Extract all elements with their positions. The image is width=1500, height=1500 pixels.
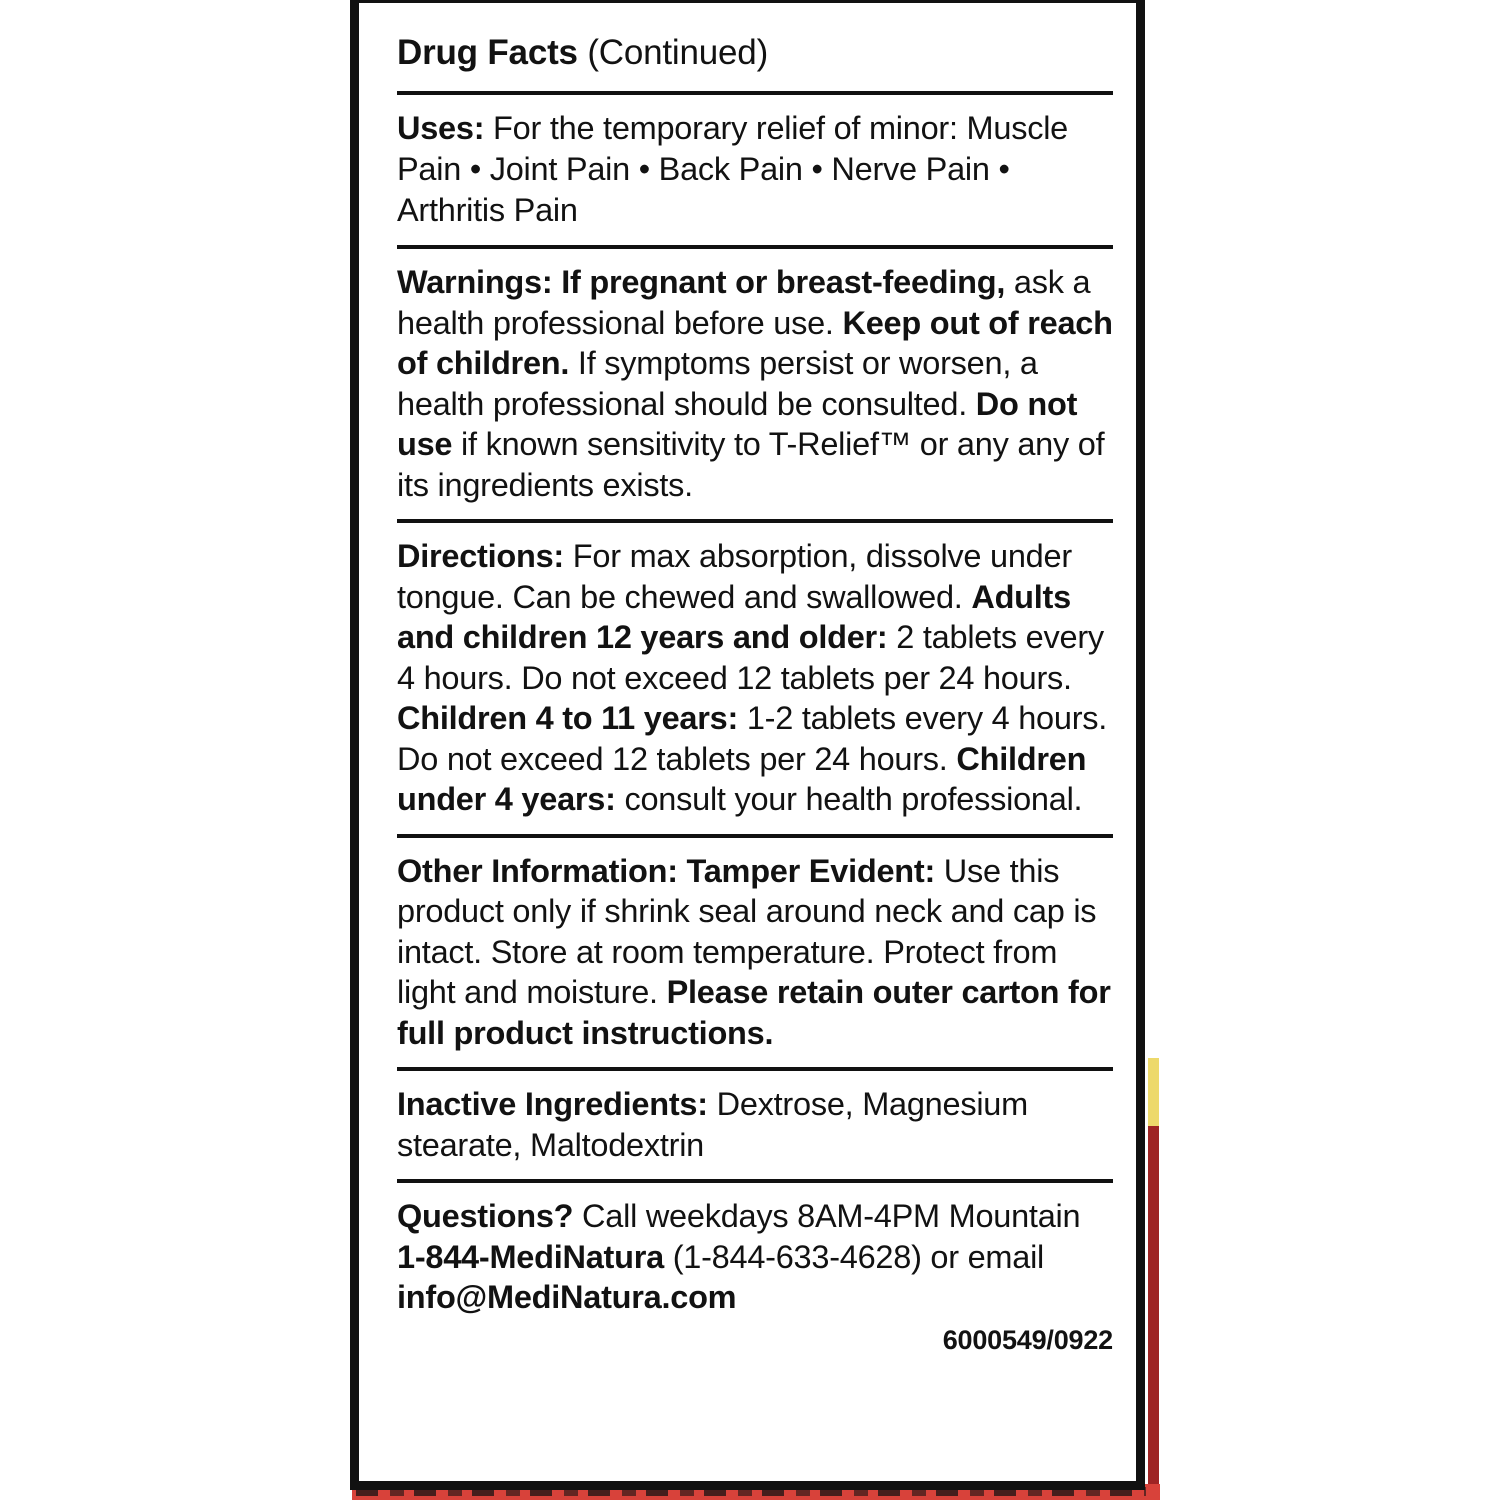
questions-hours: Call weekdays 8AM-4PM Mountain xyxy=(573,1198,1081,1234)
lot-code: 6000549/0922 xyxy=(942,1324,1113,1355)
warnings-heading: Warnings: If pregnant or breast-feeding, xyxy=(397,264,1006,300)
other-information-heading: Other Information: Tamper Evident: xyxy=(397,852,936,889)
warnings-body-1: ask a health professional before use. xyxy=(397,264,1091,341)
uses-body: For the temporary relief of minor: Muscle Pain • Joint Pain • Back Pain • Nerve Pain • Arthritis Pain xyxy=(397,110,1069,228)
other-information-retain-carton: Please retain outer carton for full product instructions. xyxy=(397,974,1111,1051)
panel-content xyxy=(397,31,1113,1370)
directions-children-4-11-heading: Children 4 to 11 years: xyxy=(397,700,739,736)
directions-text xyxy=(397,536,1113,820)
questions-heading: Questions? xyxy=(397,1198,574,1234)
directions-adults-dose: 2 tablets every 4 hours. Do not exceed 12 tablets per 24 hours. xyxy=(397,619,1104,696)
directions-children-4-11-dose: 1-2 tablets every 4 hours. Do not exceed 12 tablets per 24 hours. xyxy=(397,700,1108,777)
section-uses xyxy=(397,95,1113,245)
warnings-text xyxy=(397,262,1113,505)
inactive-ingredients-text xyxy=(397,1084,1113,1165)
questions-phone-numeric: (1-844-633-4628) or email xyxy=(663,1238,1045,1275)
inactive-ingredients-body: Dextrose, Magnesium stearate, Maltodextrin xyxy=(397,1086,1028,1163)
panel-title-main: Drug Facts xyxy=(397,33,578,72)
panel-title-continued: (Continued) xyxy=(587,33,769,72)
section-warnings xyxy=(397,249,1113,519)
carton-edge-red-stripe xyxy=(1148,1126,1159,1498)
directions-heading: Directions: xyxy=(397,538,565,574)
warnings-body-2: If symptoms persist or worsen, a health professional should be consulted. xyxy=(397,345,1038,422)
section-directions xyxy=(397,523,1113,834)
panel-title xyxy=(397,31,1113,75)
questions-email: info@MediNatura.com xyxy=(397,1279,737,1315)
warnings-do-not-use: Do not use xyxy=(397,385,1078,462)
drug-facts-panel xyxy=(350,0,1145,1490)
other-information-body: Use this product only if shrink seal around neck and cap is intact. Store at room temperature. Protect from light and moisture. xyxy=(397,852,1097,1010)
inactive-ingredients-heading: Inactive Ingredients: xyxy=(397,1086,708,1122)
warnings-body-3: if known sensitivity to T-Relief™ or any any of its ingredients exists. xyxy=(397,426,1105,503)
directions-children-under-4-dose: consult your health professional. xyxy=(615,781,1083,817)
uses-text xyxy=(397,108,1113,231)
section-other-information xyxy=(397,838,1113,1068)
directions-adults-heading: Adults and children 12 years and older: xyxy=(397,578,1071,655)
uses-heading: Uses: xyxy=(397,110,485,146)
questions-phone-vanity: 1-844-MediNatura xyxy=(397,1238,664,1275)
directions-body-1: For max absorption, dissolve under tongue. Can be chewed and swallowed. xyxy=(397,538,1072,615)
other-information-text xyxy=(397,851,1113,1054)
questions-text xyxy=(397,1196,1113,1318)
section-questions xyxy=(397,1183,1113,1370)
section-inactive-ingredients xyxy=(397,1071,1113,1179)
directions-children-under-4-heading: Children under 4 years: xyxy=(397,740,1087,817)
carton-edge-yellow-stripe xyxy=(1148,1058,1159,1128)
warnings-keep-out: Keep out of reach of children. xyxy=(397,304,1113,381)
